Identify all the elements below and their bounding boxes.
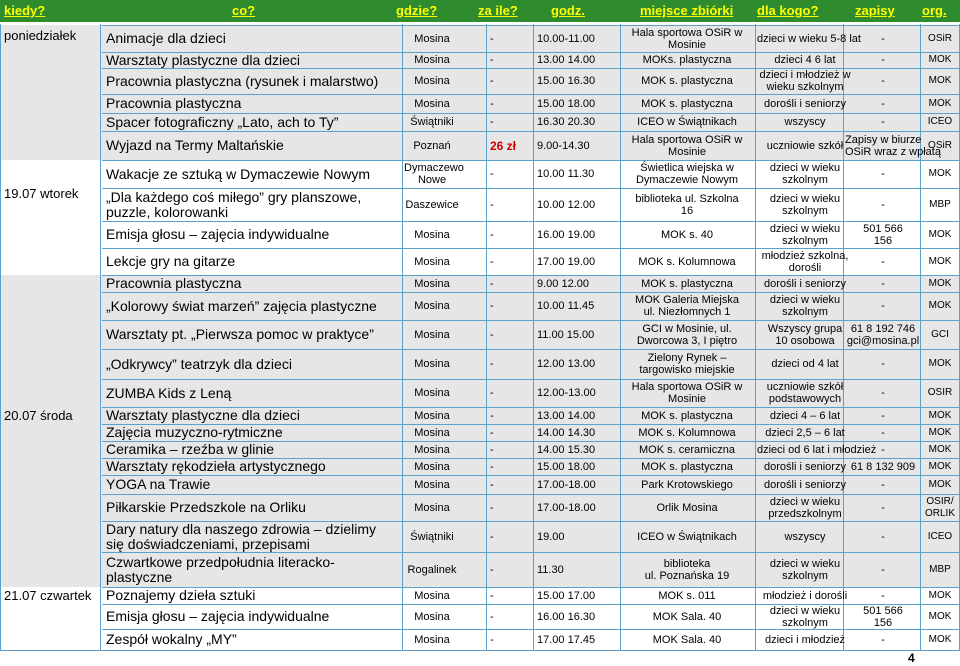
column-divider: [533, 24, 534, 650]
column-divider: [755, 24, 756, 650]
row-audience: szkolnym: [782, 617, 828, 629]
row-organizer: OSIR/: [926, 496, 954, 507]
row-meeting-place: MOKs. plastyczna: [642, 54, 732, 66]
row-meeting-place: Hala sportowa OSiR w: [631, 134, 743, 146]
row-registration: 501 566: [863, 223, 903, 235]
row-audience: dorośli i seniorzy: [764, 98, 846, 110]
row-place: Mosina: [414, 300, 450, 312]
row-time: 16.00 19.00: [537, 229, 596, 241]
row-time: 17.00-18.00: [537, 479, 596, 491]
row-meeting-place: GCI w Mosinie, ul.: [642, 323, 732, 335]
row-place: Mosina: [414, 611, 450, 623]
header-link-meeting[interactable]: miejsce zbiórki: [640, 3, 734, 18]
row-organizer: MOK: [928, 300, 952, 311]
row-activity: „Odkrywcy” teatrzyk dla dzieci: [106, 356, 292, 372]
row-registration: 61 8 132 909: [850, 461, 916, 473]
row-registration: -: [881, 300, 885, 312]
row-organizer: OSiR: [928, 33, 952, 44]
row-activity: puzzle, kolorowanki: [106, 204, 229, 220]
row-place: Mosina: [414, 387, 450, 399]
row-organizer: OSiR: [928, 140, 952, 151]
row-meeting-place: Dymaczewie Nowym: [635, 174, 739, 186]
column-divider: [100, 24, 101, 650]
header-link-price[interactable]: za ile?: [478, 3, 518, 18]
row-place: Świątniki: [410, 116, 454, 128]
row-registration: -: [881, 54, 885, 66]
row-activity: Emisja głosu – zajęcia indywidualne: [106, 608, 330, 624]
row-time: 12.00 13.00: [537, 358, 596, 370]
row-activity: Wyjazd na Termy Maltańskie: [106, 137, 284, 153]
row-time: 15.00 18.00: [537, 461, 596, 473]
row-audience: dzieci od 6 lat i młodzież: [757, 444, 877, 456]
day-label-wednesday: 20.07 środa: [4, 408, 73, 423]
row-organizer: MOK: [928, 54, 952, 65]
row-activity: Piłkarskie Przedszkole na Orliku: [106, 499, 306, 515]
row-time: 17.00-18.00: [537, 502, 596, 514]
row-activity: Czwartkowe przedpołudnia literacko-: [106, 554, 335, 570]
row-organizer: MOK: [928, 98, 952, 109]
row-divider: [102, 320, 960, 321]
row-price: -: [490, 98, 494, 110]
row-price: -: [490, 634, 494, 646]
row-price: -: [490, 387, 494, 399]
row-place: Mosina: [414, 634, 450, 646]
row-time: 17.00 19.00: [537, 256, 596, 268]
row-meeting-place: MOK s. plastyczna: [641, 410, 733, 422]
row-time: 15.00 17.00: [537, 590, 596, 602]
row-organizer: MOK: [928, 256, 952, 267]
row-audience: szkolnym: [782, 235, 828, 247]
row-activity: się doświadczeniami, przepisami: [106, 536, 310, 552]
row-place: Mosina: [414, 461, 450, 473]
row-price: -: [490, 590, 494, 602]
row-time: 14.00 14.30: [537, 427, 596, 439]
row-activity: Pracownia plastyczna: [106, 275, 242, 291]
row-time: 15.00 16.30: [537, 75, 596, 87]
row-meeting-place: 16: [680, 205, 694, 217]
row-place: Poznań: [413, 140, 451, 152]
row-registration: -: [881, 387, 885, 399]
row-activity: ZUMBA Kids z Leną: [106, 385, 232, 401]
row-time: 10.00 12.00: [537, 199, 596, 211]
row-price: -: [490, 461, 494, 473]
day-label-tuesday: 19.07 wtorek: [4, 186, 79, 201]
row-time: 11.00 15.00: [537, 329, 595, 341]
header-link-what[interactable]: co?: [232, 3, 256, 18]
row-audience: dzieci w wieku: [769, 558, 841, 570]
row-place: Mosina: [414, 98, 450, 110]
row-audience: dzieci 4 6 lat: [774, 54, 836, 66]
row-activity: Zespół wokalny „MY”: [106, 631, 237, 647]
row-price: -: [490, 564, 494, 576]
row-registration: -: [881, 444, 885, 456]
row-organizer: MOK: [928, 427, 952, 438]
row-organizer: MOK: [928, 444, 952, 455]
row-meeting-place: ICEO w Świątnikach: [637, 531, 737, 543]
row-organizer: MOK: [928, 358, 952, 369]
row-time: 10.00 11.30: [537, 168, 595, 180]
row-registration: -: [881, 564, 885, 576]
row-audience: wszyscy: [784, 531, 826, 543]
row-price: -: [490, 256, 494, 268]
row-price: 26 zł: [490, 139, 517, 153]
header-link-signup[interactable]: zapisy: [855, 3, 895, 18]
row-place: Dymaczewo: [404, 162, 464, 174]
row-price: -: [490, 329, 494, 341]
row-registration: -: [881, 278, 885, 290]
row-meeting-place: targowisko miejskie: [639, 364, 735, 376]
row-registration: -: [881, 590, 885, 602]
row-meeting-place: MOK Sala. 40: [652, 634, 722, 646]
row-time: 10.00-11.00: [537, 33, 595, 45]
row-time: 19.00: [537, 531, 565, 543]
row-divider: [102, 131, 960, 132]
row-meeting-place: Hala sportowa OSiR w: [631, 381, 743, 393]
row-audience: dzieci w wieku: [769, 162, 841, 174]
row-registration: -: [881, 410, 885, 422]
row-meeting-place: MOK Galeria Miejska: [635, 294, 739, 306]
row-activity: Zajęcia muzyczno-rytmiczne: [106, 424, 283, 440]
row-divider: [102, 379, 960, 380]
row-time: 9.00 12.00: [537, 278, 589, 290]
row-audience: dzieci i młodzież w: [759, 69, 851, 81]
row-meeting-place: MOK Sala. 40: [652, 611, 722, 623]
row-organizer: MOK: [928, 168, 952, 179]
row-place: Mosina: [414, 278, 450, 290]
row-registration: -: [881, 479, 885, 491]
row-meeting-place: ul. Niezłomnych 1: [643, 306, 731, 318]
row-price: -: [490, 116, 494, 128]
row-place: Nowe: [417, 174, 447, 186]
row-divider: [102, 475, 960, 476]
row-activity: Warsztaty plastyczne dla dzieci: [106, 52, 300, 68]
row-place: Mosina: [414, 444, 450, 456]
row-place: Mosina: [414, 33, 450, 45]
row-organizer: MOK: [928, 229, 952, 240]
row-price: -: [490, 75, 494, 87]
row-registration: 156: [873, 617, 893, 629]
row-registration: -: [881, 98, 885, 110]
row-meeting-place: MOK s. plastyczna: [641, 75, 733, 87]
row-audience: dzieci w wieku: [769, 496, 841, 508]
row-price: -: [490, 33, 494, 45]
row-meeting-place: Mosinie: [668, 393, 706, 405]
row-meeting-place: MOK s. 40: [661, 229, 713, 241]
row-audience: dorośli i seniorzy: [764, 461, 846, 473]
row-activity: Lekcje gry na gitarze: [106, 253, 236, 269]
row-divider: [102, 629, 960, 630]
row-place: Mosina: [414, 229, 450, 241]
row-audience: dzieci od 4 lat: [771, 358, 839, 370]
day-label-thursday: 21.07 czwartek: [4, 588, 92, 603]
row-audience: uczniowie szkół: [766, 140, 844, 152]
row-registration: -: [881, 358, 885, 370]
row-activity: Warsztaty pt. „Pierwsza pomoc w praktyce”: [106, 326, 374, 342]
row-audience: dzieci 2,5 – 6 lat: [765, 427, 845, 439]
row-price: -: [490, 410, 494, 422]
row-registration: -: [881, 75, 885, 87]
row-audience: wszyscy: [784, 116, 826, 128]
row-divider: [102, 349, 960, 350]
row-meeting-place: Zielony Rynek –: [647, 352, 727, 364]
row-organizer: MBP: [929, 199, 951, 210]
row-meeting-place: Świetlica wiejska w: [640, 162, 734, 174]
row-meeting-place: MOK s. plastyczna: [641, 278, 733, 290]
row-meeting-place: MOK s. plastyczna: [641, 461, 733, 473]
row-registration: -: [881, 116, 885, 128]
row-registration: OSiR wraz z wpłatą: [845, 146, 941, 158]
row-audience: dzieci w wieku: [769, 223, 841, 235]
row-time: 17.00 17.45: [537, 634, 596, 646]
row-place: Rogalinek: [407, 564, 457, 576]
row-audience: dzieci w wieku: [769, 605, 841, 617]
row-price: -: [490, 54, 494, 66]
row-divider: [102, 494, 960, 495]
row-registration: 501 566: [863, 605, 903, 617]
header-link-when[interactable]: kiedy?: [4, 3, 46, 18]
row-meeting-place: MOK s. plastyczna: [641, 98, 733, 110]
row-price: -: [490, 358, 494, 370]
row-meeting-place: ICEO w Świątnikach: [637, 116, 737, 128]
row-audience: 10 osobowa: [775, 335, 835, 347]
row-audience: szkolnym: [782, 174, 828, 186]
row-meeting-place: Orlik Mosina: [656, 502, 718, 514]
row-organizer: ICEO: [927, 531, 953, 542]
row-time: 15.00 18.00: [537, 98, 596, 110]
row-activity: „Kolorowy świat marzeń” zajęcia plastyczne: [106, 298, 377, 314]
row-price: -: [490, 229, 494, 241]
row-activity: Warsztaty rękodzieła artystycznego: [106, 458, 326, 474]
row-organizer: ORLIK: [924, 508, 955, 519]
row-time: 10.00 11.45: [537, 300, 595, 312]
row-place: Mosina: [414, 590, 450, 602]
row-divider: [102, 160, 960, 161]
row-meeting-place: Mosinie: [668, 39, 706, 51]
row-audience: dzieci w wieku 5-8 lat: [757, 33, 861, 45]
row-divider: [102, 292, 960, 293]
row-price: -: [490, 168, 494, 180]
row-organizer: MOK: [928, 634, 952, 645]
row-audience: dzieci w wieku: [769, 294, 841, 306]
column-divider: [620, 24, 621, 650]
row-time: 12.00-13.00: [537, 387, 596, 399]
row-meeting-place: ul. Poznańska 19: [644, 570, 730, 582]
row-price: -: [490, 199, 494, 211]
row-registration: -: [881, 168, 885, 180]
row-meeting-place: Hala sportowa OSiR w: [631, 27, 743, 39]
row-price: -: [490, 278, 494, 290]
row-organizer: MOK: [928, 479, 952, 490]
row-registration: -: [881, 634, 885, 646]
row-activity: Poznajemy dzieła sztuki: [106, 587, 256, 603]
row-audience: dorośli i seniorzy: [764, 479, 846, 491]
row-audience: Wszyscy grupa: [767, 323, 843, 335]
row-meeting-place: biblioteka: [663, 558, 711, 570]
row-time: 13.00 14.00: [537, 410, 596, 422]
row-activity: Wakacje ze sztuką w Dymaczewie Nowym: [106, 166, 370, 182]
row-meeting-place: Mosinie: [668, 146, 706, 158]
row-meeting-place: MOK s. Kolumnowa: [638, 427, 736, 439]
row-organizer: MOK: [928, 75, 952, 86]
row-time: 9.00-14.30: [537, 140, 590, 152]
row-place: Świątniki: [410, 531, 454, 543]
row-place: Mosina: [414, 358, 450, 370]
row-price: -: [490, 531, 494, 543]
row-organizer: MOK: [928, 590, 952, 601]
row-activity: Pracownia plastyczna: [106, 95, 242, 111]
row-time: 16.00 16.30: [537, 611, 596, 623]
row-organizer: OSIR: [927, 387, 953, 398]
row-time: 16.30 20.30: [537, 116, 596, 128]
row-activity: „Dla każdego coś miłego” gry planszowe,: [106, 189, 362, 205]
row-registration: gci@mosina.pl: [846, 335, 920, 347]
row-meeting-place: Dworcowa 3, I piętro: [636, 335, 738, 347]
row-audience: podstawowych: [768, 393, 842, 405]
row-activity: Dary natury dla naszego zdrowia – dzielimy: [106, 521, 377, 537]
row-activity: Emisja głosu – zajęcia indywidualne: [106, 226, 330, 242]
row-meeting-place: MOK s. Kolumnowa: [638, 256, 736, 268]
row-place: Mosina: [414, 75, 450, 87]
row-registration: -: [881, 427, 885, 439]
header-link-audience[interactable]: dla kogo?: [757, 3, 819, 18]
row-activity: Spacer fotograficzny „Lato, ach to Ty”: [106, 114, 339, 130]
row-price: -: [490, 479, 494, 491]
row-meeting-place: MOK s. ceramiczna: [639, 444, 735, 456]
table-bottom-border: [0, 650, 960, 651]
row-audience: szkolnym: [782, 570, 828, 582]
row-meeting-place: biblioteka ul. Szkolna: [635, 193, 739, 205]
row-registration: -: [881, 531, 885, 543]
row-activity: plastyczne: [106, 569, 173, 585]
row-audience: szkolnym: [782, 205, 828, 217]
row-registration: Zapisy w biurze: [845, 134, 922, 146]
row-registration: -: [881, 256, 885, 268]
row-organizer: MBP: [929, 564, 951, 575]
column-divider: [486, 24, 487, 650]
row-registration: -: [881, 33, 885, 45]
column-divider: [0, 24, 1, 650]
row-price: -: [490, 502, 494, 514]
row-time: 14.00 15.30: [537, 444, 596, 456]
row-meeting-place: MOK s. 011: [658, 590, 716, 602]
header-link-organizer[interactable]: org.: [922, 3, 947, 18]
row-price: -: [490, 611, 494, 623]
row-place: Mosina: [414, 54, 450, 66]
row-organizer: MOK: [928, 410, 952, 421]
row-activity: Animacje dla dzieci: [106, 30, 226, 46]
row-place: Mosina: [414, 502, 450, 514]
row-place: Mosina: [414, 410, 450, 422]
page-number: 4: [908, 651, 915, 665]
row-organizer: MOK: [928, 611, 952, 622]
row-divider: [102, 552, 960, 553]
row-price: -: [490, 427, 494, 439]
row-place: Mosina: [414, 479, 450, 491]
header-bar: [0, 0, 960, 22]
row-time: 11.30: [537, 564, 564, 576]
row-audience: młodzież i dorośli: [762, 590, 848, 602]
row-audience: młodzież szkolna,: [761, 250, 849, 262]
row-divider: [102, 248, 960, 249]
row-organizer: ICEO: [927, 116, 953, 127]
day-label-monday: poniedziałek: [4, 28, 77, 43]
row-time: 13.00 14.00: [537, 54, 596, 66]
row-audience: dorośli: [788, 262, 822, 274]
row-activity: YOGA na Trawie: [106, 476, 211, 492]
row-registration: 156: [873, 235, 893, 247]
row-organizer: MOK: [928, 461, 952, 472]
row-activity: Ceramika – rzeźba w glinie: [106, 441, 275, 457]
row-place: Daszewice: [405, 199, 459, 211]
row-activity: Pracownia plastyczna (rysunek i malarstwo): [106, 73, 379, 89]
row-organizer: GCI: [931, 329, 949, 340]
header-link-where[interactable]: gdzie?: [396, 3, 438, 18]
row-audience: szkolnym: [782, 306, 828, 318]
row-place: Mosina: [414, 329, 450, 341]
row-organizer: MOK: [928, 278, 952, 289]
row-registration: 61 8 192 746: [850, 323, 916, 335]
row-audience: dzieci i młodzież: [764, 634, 846, 646]
column-divider: [402, 24, 403, 650]
row-divider: [102, 25, 960, 26]
header-link-time[interactable]: godz.: [551, 3, 585, 18]
row-audience: dzieci w wieku: [769, 193, 841, 205]
row-audience: dorośli i seniorzy: [764, 278, 846, 290]
row-price: -: [490, 300, 494, 312]
row-registration: -: [881, 502, 885, 514]
row-audience: uczniowie szkół: [766, 381, 844, 393]
row-audience: wieku szkolnym: [766, 81, 844, 93]
row-divider: [102, 221, 960, 222]
row-activity: Warsztaty plastyczne dla dzieci: [106, 407, 300, 423]
row-place: Mosina: [414, 427, 450, 439]
row-meeting-place: Park Krotowskiego: [641, 479, 733, 491]
row-registration: -: [881, 199, 885, 211]
row-place: Mosina: [414, 256, 450, 268]
row-price: -: [490, 444, 494, 456]
row-audience: przedszkolnym: [768, 508, 842, 520]
row-audience: dzieci 4 – 6 lat: [769, 410, 841, 422]
